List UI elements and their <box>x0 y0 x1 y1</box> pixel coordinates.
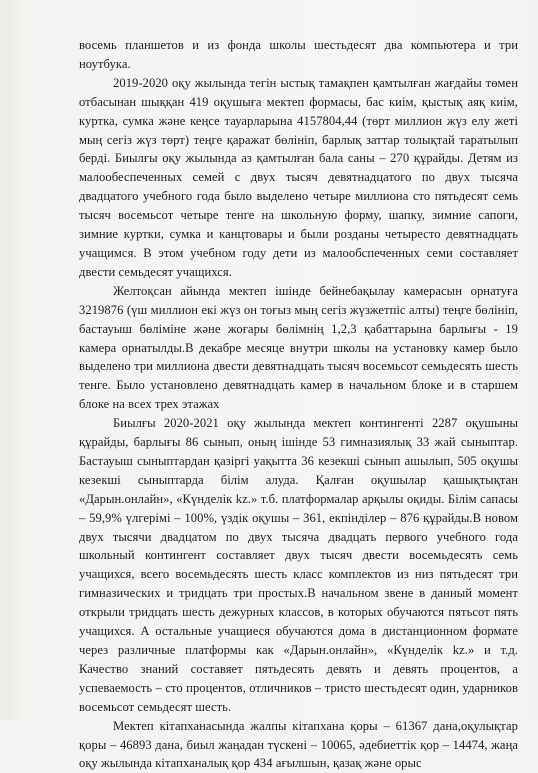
paragraph-video-cameras: Желтоқсан айында мектеп ішінде бейнебақылау камерасын орнатуға 3219876 (үш миллион екі жүз он тоғыз мың сегіз жүзжетпіс алты) теңге бөлініп, бастауыш бөліміне және жоғары бөлімнің 1,2,3 қабаттарына барлығы - 19 камера орнатылды.В декабре месяце внутри школы на установку камер было выделено три миллиона двести девятнадцать тысяч восемьсот семьдесять шесть тенге. Было установлено девятнадцать камер в начальном блоке и в старшем блоке на всех трех этажах <box>79 283 518 412</box>
paragraph-low-income-support: 2019-2020 оқу жылында тегін ыстық тамақпен қамтылған жағдайы төмен отбасынан шыққан 419 оқушыға мектеп формасы, бас киім, қыстық аяқ киім, куртка, сумка және кеңсе тауарларына 4157804,44 (төрт миллион жүз елу жеті мың сегіз жүз төрт) теңге қаражат бөлініп, барлық заттар толықтай таратылып берді. Биылғы оқу жылында аз қамтылған бала саны – 270 құрайды. Детям из малообеспеченных семей с двух тысяч девятнадцатого по двух тысяча двадцатого учебного года было выделено четыре миллиона сто пятьдесят семь тысяч восемьсот четыре тенге на школьную форму, шапку, зимние сапоги, зимние куртки, сумка и канцтовары и были розданы четыресто девятнадцать учащимся. В этом учебном году дети из малообспеченных семи составляет двести семьдесят учащихся. <box>79 75 518 279</box>
paragraph-equipment-continuation: восемь планшетов и из фонда школы шестьдесят два компьютера и три ноутбука. <box>79 38 518 71</box>
paragraph-student-contingent: Биылғы 2020-2021 оқу жылында мектеп контингенті 2287 оқушыны құрайды, барлығы 86 сынып, оның ішінде 53 гимназиялық 33 жай сыныптар. Бастауыш сыныптардан қазіргі уақытта 36 кезекші сынып ашылып, 505 оқушы кезекші сыныптарда білім алуда. Қалған оқушылар қашықтықтан «Дарын.онлайн», «Күнделік kz.» т.б. платформалар арқылы оқиды. Білім сапасы – 59,9% үлгерімі – 100%, үздік оқушы – 361, екпінділер – 876 құрайды.В новом двух тысячи двадцатом по двух тысяча двадцать первого учебного года школьный контингент составляет двух тысяч двести восемьдесять семь учащихся, всего восемьдесять шесть класс комплектов из низ пятьдесят три гимназических и тридцать три простых.В начальном звене в данный момент открыли тридцать шесть дежурных классов, в которых обучаются пятьсот пять учащихся. А остальные учащиеся обучаются дома в дистанционном формате через различные платформы как «Дарын.онлайн», «Күнделік kz.» и т.д. Качество знаний составяет пятьдесять девять и девять процентов, а успеваемость – сто процентов, отличников – тристо шестьдесят один, ударников восемьсот семьдесят шесть. <box>79 416 518 714</box>
paragraph-library-fund: Мектеп кітапханасында жалпы кітапхана қоры – 61367 дана,оқулықтар қоры – 46893 дана, биыл жаңадан түскені – 10065, әдебиеттік қор – 14474, жаңа оқу жылында кітапханалық қор 434 ағылшын, қазақ және орыс <box>79 718 518 771</box>
document-body <box>79 36 518 773</box>
